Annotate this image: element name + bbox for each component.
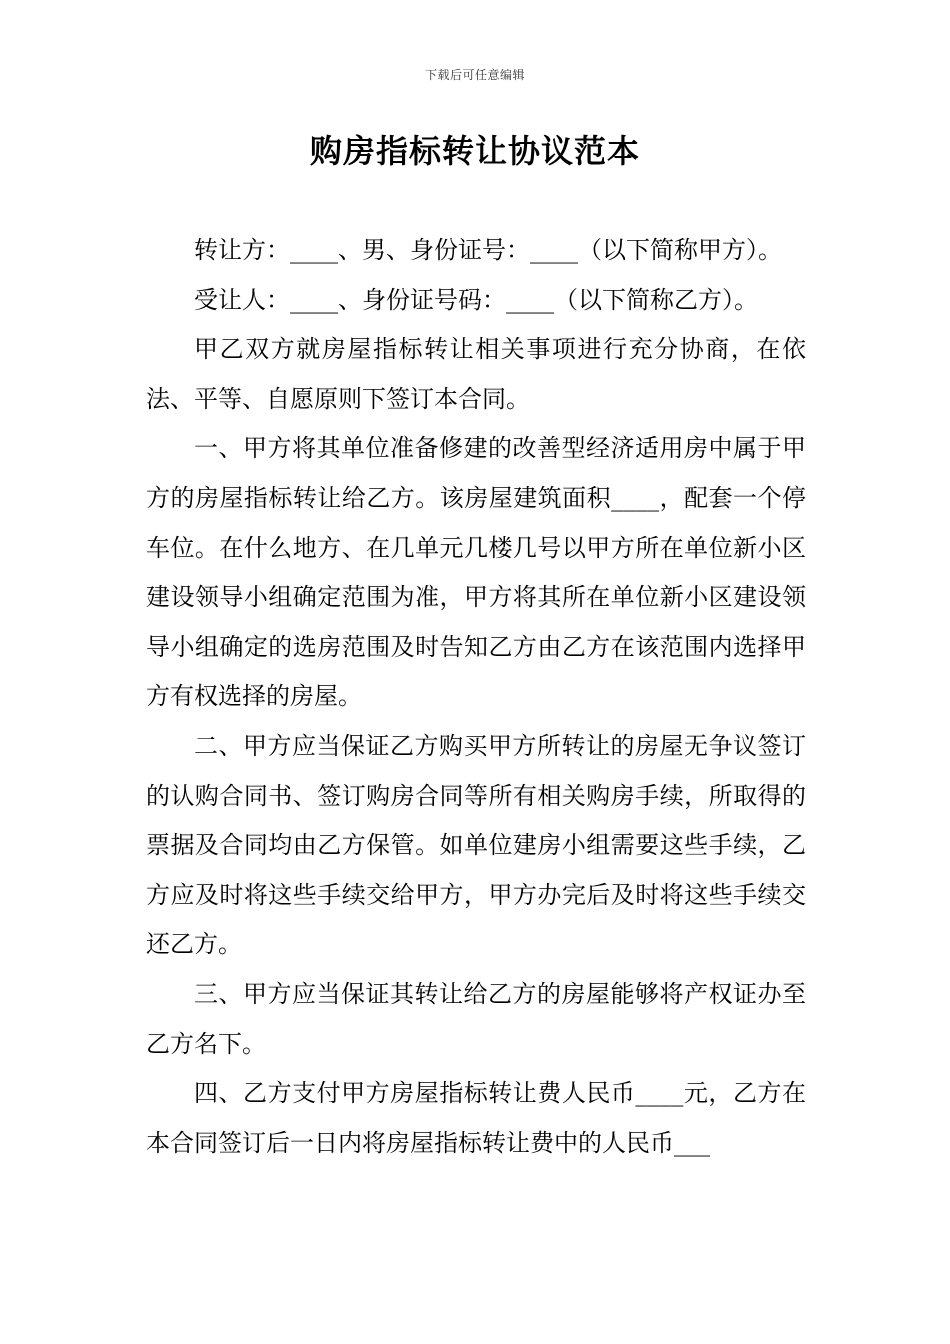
document-body — [146, 226, 806, 1168]
header-note: 下载后可任意编辑 — [424, 68, 525, 82]
paragraph-clause-1: 一、甲方将其单位准备修建的改善型经济适用房中属于甲方的房屋指标转让给乙方。该房屋建筑面积____，配套一个停车位。在什么地方、在几单元几楼几号以甲方所在单位新小区建设领导小组确定范围为准，甲方将其所在单位新小区建设领导小组确定的选房范围及时告知乙方由乙方在该范围内选择甲方有权选择的房屋。 — [146, 434, 806, 711]
paragraph-clause-3: 三、甲方应当保证其转让给乙方的房屋能够将产权证办至乙方名下。 — [146, 979, 806, 1058]
paragraph-transferee: 受让人：____、身份证号码：____（以下简称乙方）。 — [194, 285, 758, 314]
document-title: 购房指标转让协议范本 — [309, 132, 640, 170]
paragraph-clause-4: 四、乙方支付甲方房屋指标转让费人民币____元，乙方在本合同签订后一日内将房屋指标转让费中的人民币___ — [146, 1079, 806, 1157]
paragraph-preamble: 甲乙双方就房屋指标转让相关事项进行充分协商，在依法、平等、自愿原则下签订本合同。 — [146, 335, 806, 413]
paragraph-clause-2: 二、甲方应当保证乙方购买甲方所转让的房屋无争议签订的认购合同书、签订购房合同等所有相关购房手续，所取得的票据及合同均由乙方保管。如单位建房小组需要这些手续，乙方应及时将这些手续交给甲方，甲方办完后及时将这些手续交还乙方。 — [146, 731, 806, 959]
paragraph-transferor: 转让方：____、男、身份证号：____（以下简称甲方）。 — [194, 236, 782, 264]
